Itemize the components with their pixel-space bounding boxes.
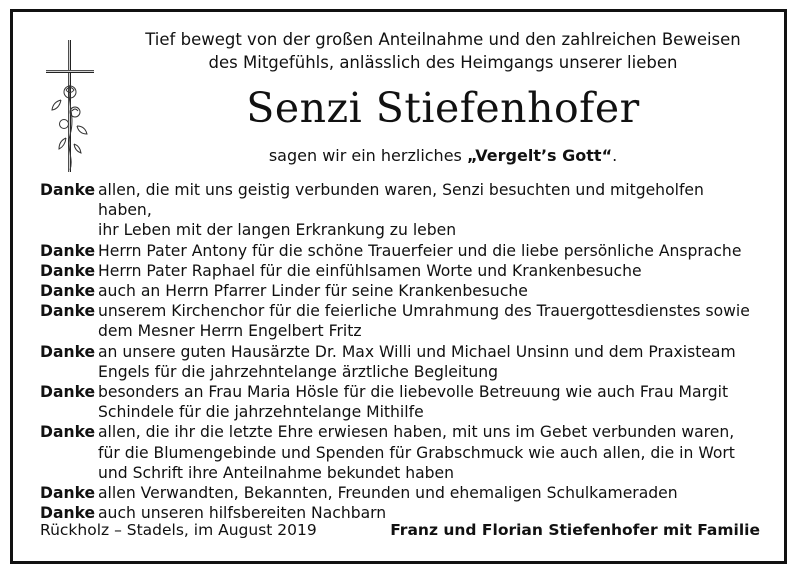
thanks-text-line: auch an Herrn Pfarrer Linder für seine Krankenbesuche xyxy=(98,282,528,301)
thanks-item xyxy=(40,422,762,483)
thanks-text-line: allen, die ihr die letzte Ehre erwiesen haben, mit uns im Gebet verbunden waren, xyxy=(98,423,735,442)
thanks-label: Danke xyxy=(40,342,96,361)
thanks-text xyxy=(98,301,762,341)
thanks-subtitle xyxy=(108,146,778,165)
thanks-text-line: ihr Leben mit der langen Erkrankung zu leben xyxy=(98,221,457,240)
thanks-text-line: Herrn Pater Antony für die schöne Trauerfeier und die liebe persönliche Ansprache xyxy=(98,241,742,260)
thanks-label: Danke xyxy=(40,423,96,442)
intro-text xyxy=(108,28,778,74)
thanks-text xyxy=(98,261,762,281)
subtitle-bold: „Vergelt’s Gott“ xyxy=(466,146,613,165)
thanks-label: Danke xyxy=(40,282,96,301)
thanks-text-line: unserem Kirchenchor für die feierliche Umrahmung des Trauergottesdienstes sowie xyxy=(98,302,750,321)
thanks-item xyxy=(40,180,762,241)
thanks-text xyxy=(98,180,762,241)
thanks-item xyxy=(40,301,762,341)
thanks-text xyxy=(98,382,762,422)
intro-line: Tief bewegt von der großen Anteilnahme und den zahlreichen Beweisen xyxy=(145,30,741,49)
thanks-text xyxy=(98,241,762,261)
deceased-name: Senzi Stiefenhofer xyxy=(246,84,640,132)
thanks-text-line: für die Blumengebinde und Spenden für Grabschmuck wie auch allen, die in Wort xyxy=(98,443,735,462)
thanks-text-line: auch unseren hilfsbereiten Nachbarn xyxy=(98,504,387,523)
thanks-text-line: Herrn Pater Raphael für die einfühlsamen Worte und Krankenbesuche xyxy=(98,261,642,280)
thanks-text-line: Engels für die jahrzehntelange ärztliche Begleitung xyxy=(98,362,498,381)
thanks-text-line: besonders an Frau Maria Hösle für die liebevolle Betreuung wie auch Frau Margit xyxy=(98,383,729,402)
thanks-text-line: allen Verwandten, Bekannten, Freunden und ehemaligen Schulkameraden xyxy=(98,484,678,503)
thanks-text xyxy=(98,483,762,503)
intro-line: des Mitgefühls, anlässlich des Heimgangs unserer lieben xyxy=(208,53,678,72)
thanks-text-line: dem Mesner Herrn Engelbert Fritz xyxy=(98,322,362,341)
thanks-item xyxy=(40,342,762,382)
thanks-item xyxy=(40,281,762,301)
thanks-list xyxy=(40,180,762,523)
thanks-text-line: und Schrift ihre Anteilnahme bekundet haben xyxy=(98,463,455,482)
thanks-text xyxy=(98,342,762,382)
thanks-text xyxy=(98,422,762,483)
thanks-label: Danke xyxy=(40,261,96,280)
thanks-label: Danke xyxy=(40,241,96,260)
thanks-item xyxy=(40,241,762,261)
thanks-label: Danke xyxy=(40,302,96,321)
thanks-text-line: an unsere guten Hausärzte Dr. Max Willi und Michael Unsinn und dem Praxisteam xyxy=(98,342,736,361)
thanks-label: Danke xyxy=(40,181,96,199)
place-date: Rückholz – Stadels, im August 2019 xyxy=(40,521,317,539)
footer xyxy=(40,521,760,539)
thanks-label: Danke xyxy=(40,504,96,523)
signature: Franz und Florian Stiefenhofer mit Familie xyxy=(390,521,760,539)
thanks-label: Danke xyxy=(40,383,96,402)
thanks-item xyxy=(40,483,762,503)
subtitle-text: sagen wir ein herzliches xyxy=(268,146,467,165)
thanks-text xyxy=(98,281,762,301)
thanks-text-line: allen, die mit uns geistig verbunden waren, Senzi besuchten und mitgeholfen haben, xyxy=(98,181,704,220)
subtitle-end: . xyxy=(612,146,618,165)
thanks-item xyxy=(40,382,762,422)
cross-with-rose-icon xyxy=(46,40,94,172)
thanks-text-line: Schindele für die jahrzehntelange Mithilfe xyxy=(98,403,424,422)
thanks-item xyxy=(40,261,762,281)
thanks-label: Danke xyxy=(40,484,96,503)
